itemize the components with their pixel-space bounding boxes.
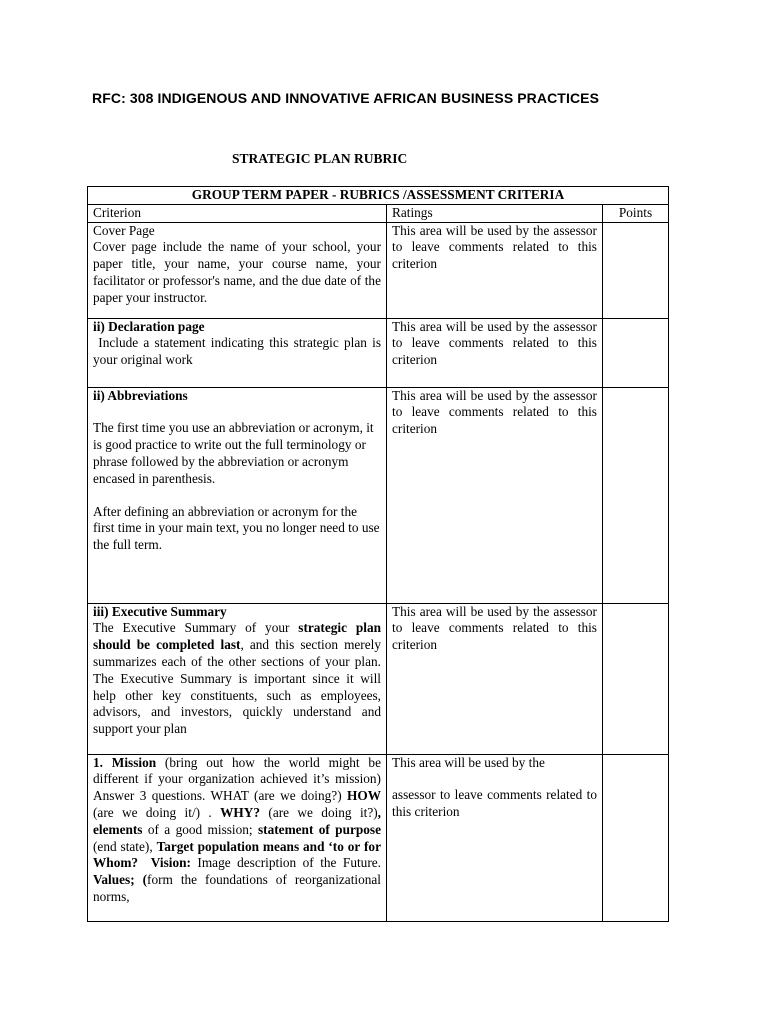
table-row bbox=[88, 603, 669, 754]
criterion-heading: 1. Mission bbox=[93, 754, 157, 770]
column-header-row bbox=[88, 204, 669, 222]
rubric-title: STRATEGIC PLAN RUBRIC bbox=[232, 151, 408, 166]
course-title: RFC: 308 INDIGENOUS AND INNOVATIVE AFRICAN BUSINESS PRACTICES bbox=[92, 90, 600, 106]
rating-cell: This area will be used by the assessor to leave comments related to this criterion bbox=[387, 222, 603, 318]
points-cell bbox=[603, 318, 669, 387]
points-cell bbox=[603, 754, 669, 921]
criterion-cell bbox=[88, 603, 387, 754]
criterion-heading: ii) Abbreviations bbox=[93, 387, 188, 403]
criterion-heading: iii) Executive Summary bbox=[93, 603, 227, 619]
column-header-ratings: Ratings bbox=[387, 204, 603, 222]
points-cell bbox=[603, 603, 669, 754]
criterion-body: Include a statement indicating this strategic plan is your original work bbox=[93, 335, 385, 368]
criterion-cell bbox=[88, 222, 387, 318]
table-title-row bbox=[88, 187, 669, 205]
criterion-cell bbox=[88, 754, 387, 921]
rating-cell: This area will be used by the assessor to leave comments related to this criterion bbox=[387, 754, 603, 921]
points-cell bbox=[603, 387, 669, 603]
criterion-body: Cover page include the name of your school, your paper title, your name, your course name, your facilitator or professor's name, and the due date of the paper your instructor. bbox=[93, 239, 381, 305]
column-header-criterion: Criterion bbox=[88, 204, 387, 222]
rating-cell: This area will be used by the assessor to leave comments related to this criterion bbox=[387, 387, 603, 603]
criterion-cell bbox=[88, 318, 387, 387]
criterion-body: 1. Mission (bring out how the world might be different if your organization achieved it’s mission) Answer 3 questions. WHAT (are we doing?) HOW (are we doing it/) . WHY? (are we doing it?), elements of a good mission; statement of purpose (end state), Target population means and ‘to or for Whom? Vision: Image description of the Future. Values; (form the foundations of reorganizational norms, bbox=[93, 754, 385, 904]
criterion-heading: ii) Declaration page bbox=[93, 318, 205, 334]
criterion-cell bbox=[88, 387, 387, 603]
criterion-body: The first time you use an abbreviation or acronym, it is good practice to write out the full terminology or phrase followed by the abbreviation or acronym encased in parenthesis. bbox=[93, 420, 374, 486]
rating-cell: This area will be used by the assessor to leave comments related to this criterion bbox=[387, 603, 603, 754]
table-title: GROUP TERM PAPER - RUBRICS /ASSESSMENT CRITERIA bbox=[88, 187, 669, 205]
rubric-table bbox=[87, 186, 669, 922]
table-row bbox=[88, 387, 669, 603]
table-row bbox=[88, 318, 669, 387]
rating-cell: This area will be used by the assessor to leave comments related to this criterion bbox=[387, 318, 603, 387]
table-row bbox=[88, 754, 669, 921]
criterion-body: After defining an abbreviation or acronym for the first time in your main text, you no longer need to use the full term. bbox=[93, 503, 380, 553]
column-header-points: Points bbox=[603, 204, 669, 222]
criterion-body: The Executive Summary of your strategic plan should be completed last, and this section merely summarizes each of the other sections of your plan. The Executive Summary is important since it will help other key constituents, such as employees, advisors, and investors, quickly understand and support your plan bbox=[93, 620, 381, 737]
points-cell bbox=[603, 222, 669, 318]
criterion-heading: Cover Page bbox=[93, 222, 155, 238]
table-row bbox=[88, 222, 669, 318]
